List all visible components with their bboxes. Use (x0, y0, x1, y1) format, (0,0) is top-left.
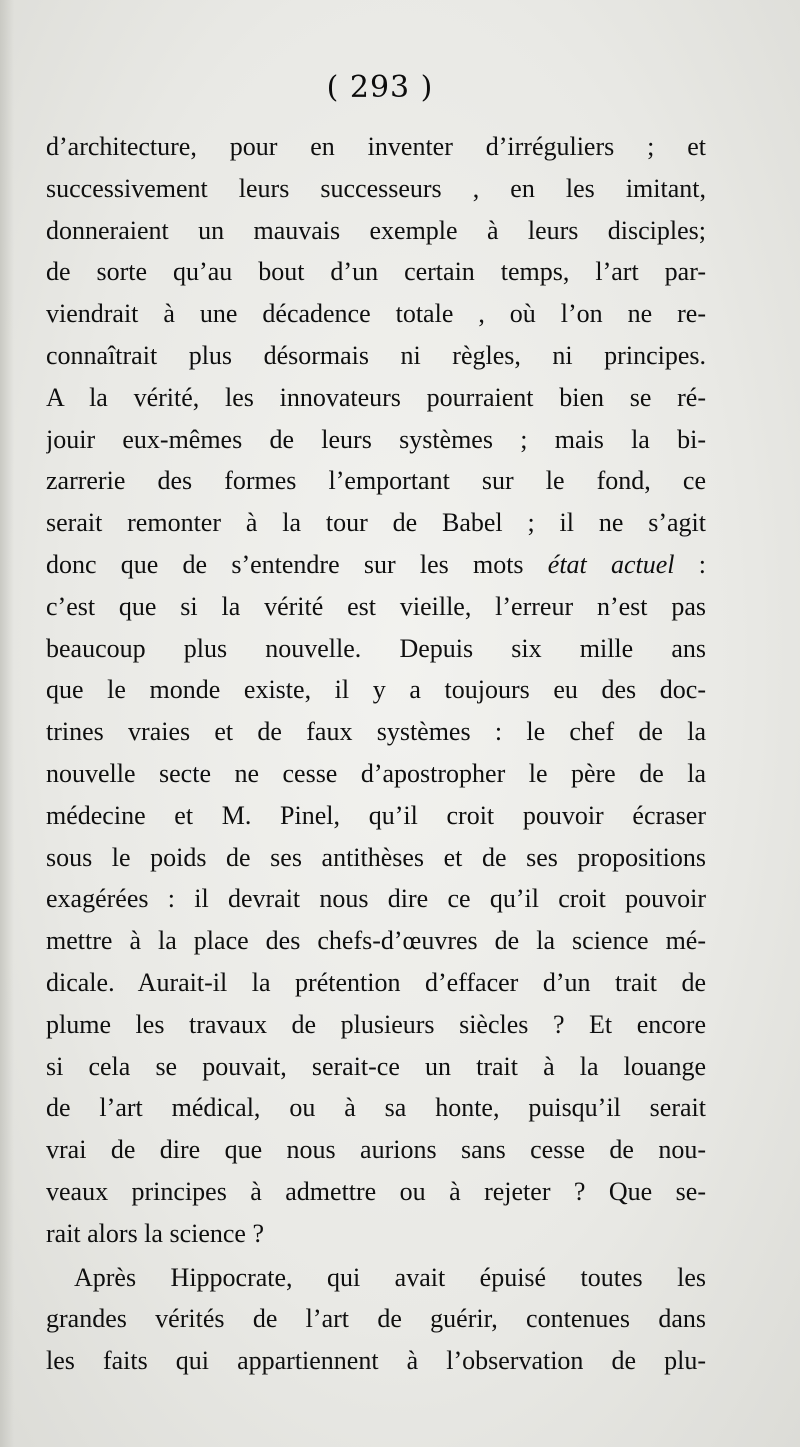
italic-phrase: état actuel (547, 549, 675, 579)
text-line: donneraient un mauvais exemple à leurs disciples; (46, 215, 706, 245)
text-line: Après Hippocrate, qui avait épuisé toutes les (74, 1262, 706, 1292)
text-line: A la vérité, les innovateurs pourraient bien se ré- (46, 382, 706, 412)
text-line: grandes vérités de l’art de guérir, contenues dans (46, 1304, 706, 1334)
text-line: successivement leurs successeurs , en les imitant, (46, 173, 706, 203)
text-line: serait remonter à la tour de Babel ; il ne s’agit (46, 508, 706, 538)
text-line: zarrerie des formes l’emportant sur le fond, ce (46, 466, 706, 496)
text-line: si cela se pouvait, serait-ce un trait à la louange (46, 1051, 706, 1081)
text-line: sous le poids de ses antithèses et de ses propositions (46, 842, 706, 872)
text-line: jouir eux-mêmes de leurs systèmes ; mais la bi- (46, 424, 706, 454)
text-line: d’architecture, pour en inventer d’irréguliers ; et (46, 132, 706, 161)
text-line: de l’art médical, ou à sa honte, puisqu’il serait (46, 1093, 706, 1123)
paragraph (46, 126, 706, 1255)
page-edge-shadow (0, 0, 14, 1447)
text-line: que le monde existe, il y a toujours eu des doc- (46, 675, 706, 705)
text-line: connaîtrait plus désormais ni règles, ni principes. (46, 340, 706, 370)
text-line: c’est que si la vérité est vieille, l’erreur n’est pas (46, 591, 706, 621)
text-line: nouvelle secte ne cesse d’apostropher le père de la (46, 758, 706, 788)
text-line: de sorte qu’au bout d’un certain temps, l’art par- (46, 257, 706, 287)
text-line: dicale. Aurait-il la prétention d’effacer d’un trait de (46, 967, 706, 997)
text-line: mettre à la place des chefs-d’œuvres de la science mé- (46, 926, 706, 956)
text-line: viendrait à une décadence totale , où l’on ne re- (46, 299, 706, 329)
text-line: les faits qui appartiennent à l’observation de plu- (46, 1346, 706, 1376)
text-line: médecine et M. Pinel, qu’il croit pouvoir écraser (46, 800, 706, 830)
text-line: exagérées : il devrait nous dire ce qu’il croit pouvoir (46, 884, 706, 914)
text-line: trines vraies et de faux systèmes : le chef de la (46, 717, 706, 747)
text-line: beaucoup plus nouvelle. Depuis six mille ans (46, 633, 706, 663)
text-line: rait alors la science ? (46, 1218, 264, 1248)
text-line: plume les travaux de plusieurs siècles ? Et encore (46, 1009, 706, 1039)
page-number: ( 293 ) (326, 70, 434, 105)
text-line: donc que de s’entendre sur les mots état actuel : (46, 549, 706, 579)
body-text (46, 126, 706, 1382)
text-line: veaux principes à admettre ou à rejeter ? Que se- (46, 1176, 706, 1206)
text-line: vrai de dire que nous aurions sans cesse de nou- (46, 1135, 706, 1165)
paragraph (46, 1257, 706, 1382)
